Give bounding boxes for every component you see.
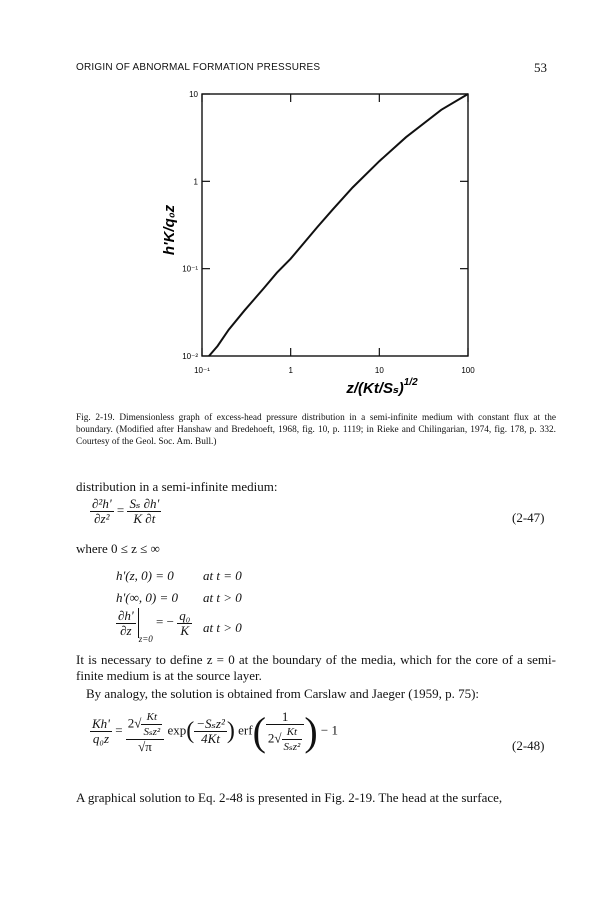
condition-2: h'(∞, 0) = 0 (116, 590, 178, 605)
y-tick-label: 10⁻² (182, 352, 198, 361)
equation-2-47: $\frac{\text{∂²h'}}{\text{∂z²}}$ = $\frac{\text{Sₛ ∂h'}}{K \partial t}$ (92, 496, 160, 526)
x-tick-label: 10⁻¹ (194, 366, 210, 375)
x-tick-label: 10 (374, 366, 384, 375)
paragraph-analogy: By analogy, the solution is obtained from Carslaw and Jaeger (1959, p. 75): (86, 686, 480, 701)
y-tick-label: 10⁻¹ (182, 264, 198, 274)
paragraph-graphical-solution: A graphical solution to Eq. 2-48 is presented in Fig. 2-19. The head at the surface, (76, 790, 503, 805)
caption-text: Dimensionless graph of excess-head pressure distribution in a semi-infinite medium with constant flux at the boundary. (Modified after Hanshaw and Bredehoeft, 1968, fig. 10, p. 1119; in Rieke and Chilingarian, 1974, fig. 178, p. 332. Courtesy of the Geol. Soc. Am. Bull.) (76, 413, 557, 447)
paragraph-define-z: It is necessary to define z = 0 at the boundary of the media, which for the core of a semi-finite medium is at the source layer. (76, 652, 556, 683)
equation-number-2-48: (2-48) (512, 738, 545, 753)
paragraph-intro: distribution in a semi-infinite medium: (76, 479, 278, 494)
y-tick-label: 10 (189, 90, 198, 99)
x-axis-label: $z/(Kt/S_s)^{1/2}$ (346, 377, 418, 397)
figure-2-19-chart (150, 80, 480, 400)
x-tick-label: 1 (288, 366, 293, 375)
condition-1: h'(z, 0) = 0 (116, 568, 174, 583)
condition-2-when: at t > 0 (203, 590, 242, 605)
running-header: ORIGIN OF ABNORMAL FORMATION PRESSURES (76, 62, 321, 73)
caption-label: Fig. 2-19. (76, 413, 115, 423)
equation-2-48: $\frac{Kh'}{\text{q₀z}}$ = 2√ $\frac{Kt}{\text{Sₛz²}}$ √π exp( $\frac{\text{−Sₛz²}}{4Kt}$ ) erf( 1 2√ $\frac{Kt}{\text{Sₛz²}}$ ) − 1 (92, 708, 338, 754)
equation-number-2-47: (2-47) (512, 510, 545, 525)
x-tick-label: 100 (461, 366, 475, 375)
curve-series (209, 94, 468, 356)
y-tick-label: 1 (193, 177, 198, 187)
condition-1-when: at t = 0 (203, 568, 242, 583)
condition-3: $\frac{\partial h'}{\partial z}$ $_{z=0}$ = − $\frac{\text{q₀}}{K}$ (118, 607, 191, 644)
condition-3-when: at t > 0 (203, 620, 242, 635)
figure-caption (76, 412, 556, 448)
page-number: 53 (534, 60, 547, 75)
y-axis-label: h'K/q₀z (161, 204, 178, 256)
plot-frame (202, 94, 468, 356)
where-clause: where 0 ≤ z ≤ ∞ (76, 541, 160, 556)
